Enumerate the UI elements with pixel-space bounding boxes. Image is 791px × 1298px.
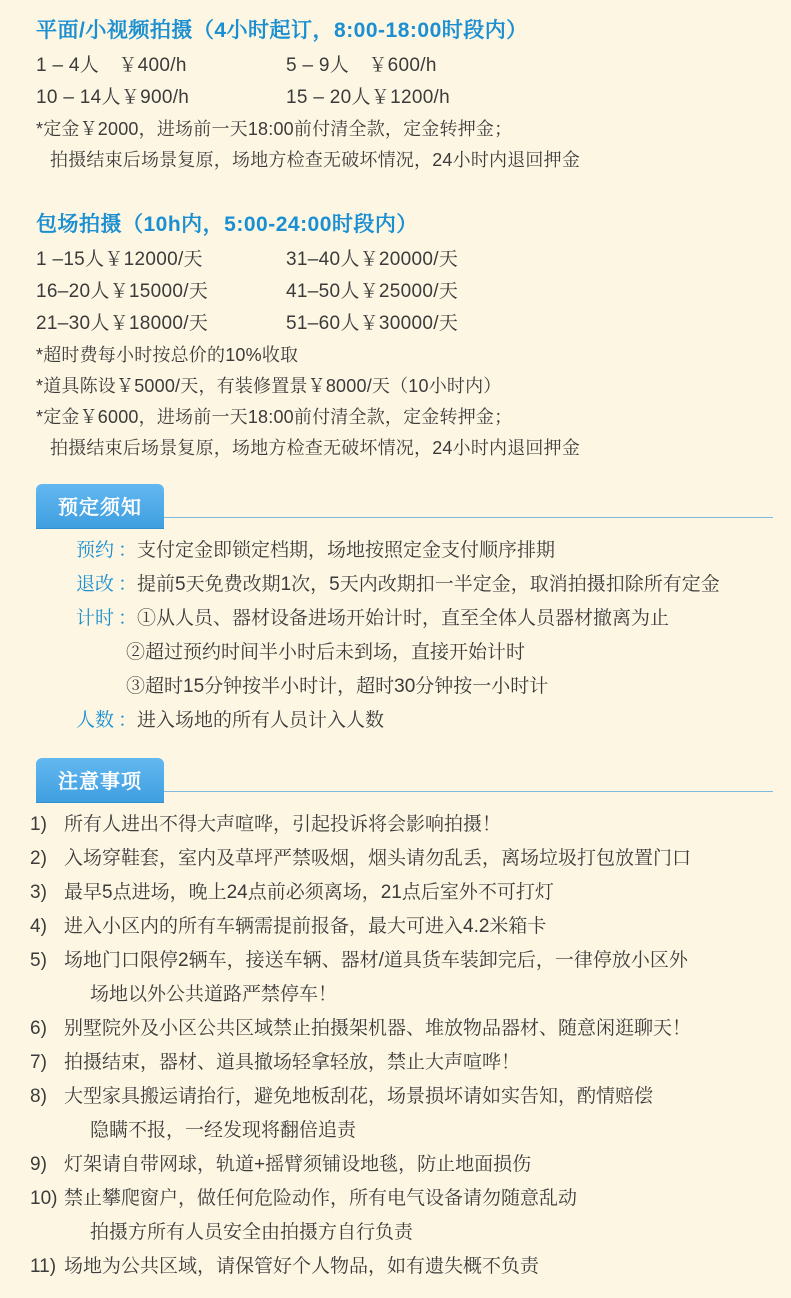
badge-cautions: 注意事项 [36,758,164,802]
list-item [30,808,791,842]
term-label: 计时 [75,608,114,629]
price-cell: 1 – 4人 ￥400/h [36,55,187,76]
colon: ： [118,608,138,629]
item-text: 别墅院外及小区公共区域禁止拍摄架机器、堆放物品器材、随意闲逛聊天！ [64,1018,692,1039]
deposit-note: *定金￥6000，进场前一天18:00前付清全款，定金转押金； [36,407,513,427]
price-row [36,276,791,308]
item-number: 4) [30,916,47,937]
cautions-list [0,808,791,1298]
list-item [30,910,791,944]
price-cell: 21–30人￥18000/天 [36,313,209,334]
price-row [36,50,791,82]
item-number: 11) [30,1256,57,1277]
colon: ： [118,540,138,561]
term-desc-sub: ③超时15分钟按半小时计，超时30分钟按一小时计 [126,676,549,697]
list-item [36,568,791,602]
badge-booking-notice: 预定须知 [36,484,164,528]
item-text: 进入小区内的所有车辆需提前报备，最大可进入4.2米箱卡 [64,916,547,937]
term-desc-sub: ②超过预约时间半小时后未到场，直接开始计时 [126,642,526,663]
item-number: 6) [30,1018,47,1039]
props-note: *道具陈设￥5000/天，有装修置景￥8000/天（10小时内） [36,376,502,396]
item-text: 所有人进出不得大声喧哗，引起投诉将会影响拍摄！ [64,814,502,835]
item-number: 3) [30,882,47,903]
price-row [36,244,791,276]
list-item [30,842,791,876]
list-item [30,1080,791,1148]
price-cell: 10 – 14人￥900/h [36,87,190,108]
deposit-note-continued: 拍摄结束后场景复原，场地方检查无破坏情况，24小时内退回押金 [50,438,581,458]
booking-terms-list [0,534,791,738]
price-row [36,82,791,114]
section-title-whole-venue: 包场拍摄（10h内，5:00-24:00时段内） [36,213,418,236]
item-number: 1) [30,814,47,835]
term-desc: 支付定金即锁定档期，场地按照定金支付顺序排期 [137,540,556,561]
price-table-flat-video [36,50,791,114]
item-text-line: 场地门口限停2辆车，接送车辆、器材/道具货车装卸完后，一律停放小区外 [64,950,688,971]
deposit-note-continued: 拍摄结束后场景复原，场地方检查无破坏情况，24小时内退回押金 [50,150,581,170]
term-label: 预约 [75,540,114,561]
list-item [36,602,791,636]
list-item [30,1182,791,1250]
list-item [30,1148,791,1182]
price-cell: 51–60人￥30000/天 [286,313,459,334]
item-text: 最早5点进场，晚上24点前必须离场，21点后室外不可打灯 [64,882,554,903]
section-title-flat-video: 平面/小视频拍摄（4小时起订，8:00-18:00时段内） [36,19,528,42]
list-item-sub [36,636,791,670]
price-row [36,308,791,340]
item-number: 9) [30,1154,47,1175]
item-number: 5) [30,950,47,971]
list-item [30,1012,791,1046]
item-text-continued: 场地以外公共道路严禁停车！ [90,984,338,1005]
term-label: 人数 [75,710,114,731]
term-desc: 提前5天免费改期1次，5天内改期扣一半定金，取消拍摄扣除所有定金 [137,574,720,595]
list-item [36,534,791,568]
item-number: 10) [30,1188,58,1209]
price-cell: 15 – 20人￥1200/h [286,87,451,108]
item-text: 拍摄结束，器材、道具撤场轻拿轻放，禁止大声喧哗！ [64,1052,521,1073]
item-text: 入场穿鞋套，室内及草坪严禁吸烟，烟头请勿乱丢，离场垃圾打包放置门口 [64,848,692,869]
booking-heading [0,484,791,524]
colon: ： [118,574,138,595]
list-item [30,1250,791,1284]
term-desc: 进入场地的所有人员计入人数 [137,710,385,731]
item-number: 2) [30,848,47,869]
price-cell: 31–40人￥20000/天 [286,249,459,270]
colon: ： [118,710,138,731]
price-cell: 16–20人￥15000/天 [36,281,209,302]
price-table-whole-venue [36,244,791,340]
deposit-note: *定金￥2000，进场前一天18:00前付清全款，定金转押金； [36,119,513,139]
price-cell: 41–50人￥25000/天 [286,281,459,302]
item-text [64,1080,791,1148]
item-text [64,1182,791,1250]
item-text-line: 大型家具搬运请抬行，避免地板刮花，场景损坏请如实告知，酌情赔偿 [64,1086,654,1107]
price-cell: 1 –15人￥12000/天 [36,249,203,270]
item-text: 灯架请自带网球，轨道+摇臂须铺设地毯，防止地面损伤 [64,1154,532,1175]
list-item [36,704,791,738]
list-item [30,876,791,910]
list-item-sub [36,670,791,704]
item-text-continued: 拍摄方所有人员安全由拍摄方自行负责 [90,1222,414,1243]
item-text: 场地为公共区域，请保管好个人物品，如有遗失概不负责 [64,1256,540,1277]
price-cell: 5 – 9人 ￥600/h [286,55,437,76]
list-item [30,1046,791,1080]
term-desc: ①从人员、器材设备进场开始计时，直至全体人员器材撤离为止 [137,608,670,629]
item-text-continued: 隐瞒不报，一经发现将翻倍追责 [90,1120,357,1141]
item-number: 7) [30,1052,47,1073]
term-label: 退改 [75,574,114,595]
item-text-line: 禁止攀爬窗户，做任何危险动作，所有电气设备请勿随意乱动 [64,1188,578,1209]
item-number: 8) [30,1086,47,1107]
overtime-note: *超时费每小时按总价的10%收取 [36,345,299,365]
item-text [64,944,791,1012]
list-item [30,944,791,1012]
cautions-heading [0,758,791,798]
